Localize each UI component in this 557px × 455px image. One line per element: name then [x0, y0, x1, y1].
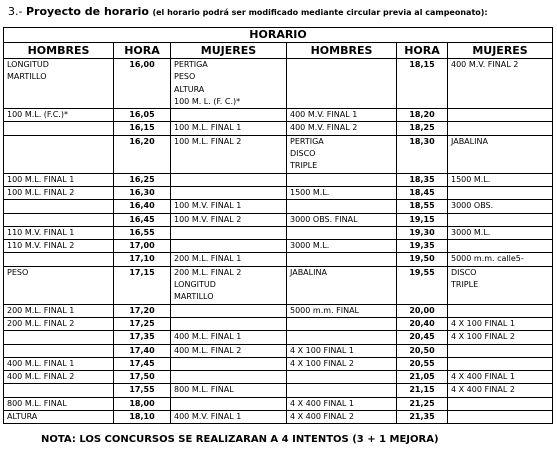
table-row	[4, 122, 553, 135]
time-cell: 16,40	[114, 200, 171, 213]
men-event-cell: 200 M.L. FINAL 2	[4, 317, 114, 330]
table-row	[4, 371, 553, 384]
men-event-cell	[4, 344, 114, 357]
men-event-cell: 4 X 100 FINAL 2	[287, 357, 397, 370]
time-cell: 20,55	[397, 357, 448, 370]
time-cell: 16,05	[114, 109, 171, 122]
time-cell: 17,45	[114, 357, 171, 370]
men-event-cell: 5000 m.m. FINAL	[287, 304, 397, 317]
women-event-cell: JABALINA	[448, 135, 553, 173]
men-event-cell: 200 M.L. FINAL 1	[4, 304, 114, 317]
women-event-cell: DISCO TRIPLE	[448, 266, 553, 304]
women-event-cell	[171, 226, 287, 239]
men-event-cell: 4 X 100 FINAL 1	[287, 344, 397, 357]
footer-note: NOTA: LOS CONCURSOS SE REALIZARAN A 4 INTENTOS (3 + 1 MEJORA)	[41, 434, 439, 445]
table-row	[4, 59, 553, 109]
men-event-cell: 400 M.L. FINAL 2	[4, 371, 114, 384]
table-row	[4, 384, 553, 397]
women-event-cell: PERTIGA PESO ALTURA 100 M. L. (F. C.)*	[171, 59, 287, 109]
time-cell: 20,45	[397, 331, 448, 344]
women-event-cell: 400 M.V. FINAL 1	[171, 411, 287, 424]
men-event-cell	[4, 122, 114, 135]
time-cell: 19,55	[397, 266, 448, 304]
time-cell: 16,00	[114, 59, 171, 109]
men-event-cell	[4, 331, 114, 344]
women-event-cell: 200 M.L. FINAL 2 LONGITUD MARTILLO	[171, 266, 287, 304]
men-event-cell	[287, 253, 397, 266]
time-cell: 16,25	[114, 173, 171, 186]
men-event-cell: 3000 M.L.	[287, 240, 397, 253]
women-event-cell	[171, 173, 287, 186]
men-event-cell: 110 M.V. FINAL 2	[4, 240, 114, 253]
table-row	[4, 397, 553, 410]
time-cell: 18,30	[397, 135, 448, 173]
women-event-cell	[448, 240, 553, 253]
time-cell: 17,00	[114, 240, 171, 253]
women-event-cell	[171, 240, 287, 253]
women-event-cell: 4 X 400 FINAL 2	[448, 384, 553, 397]
time-cell: 18,10	[114, 411, 171, 424]
table-caption: HORARIO	[4, 28, 553, 43]
women-event-cell	[448, 357, 553, 370]
women-event-cell: 4 X 400 FINAL 1	[448, 371, 553, 384]
column-header: MUJERES	[448, 43, 553, 59]
time-cell: 18,15	[397, 59, 448, 109]
women-event-cell	[171, 371, 287, 384]
men-event-cell: PESO	[4, 266, 114, 304]
men-event-cell: 400 M.L. FINAL 1	[4, 357, 114, 370]
men-event-cell: 1500 M.L.	[287, 186, 397, 199]
time-cell: 19,15	[397, 213, 448, 226]
women-event-cell	[171, 186, 287, 199]
time-cell: 19,30	[397, 226, 448, 239]
men-event-cell	[287, 226, 397, 239]
table-row	[4, 109, 553, 122]
time-cell: 18,35	[397, 173, 448, 186]
men-event-cell: PERTIGA DISCO TRIPLE	[287, 135, 397, 173]
table-row	[4, 411, 553, 424]
time-cell: 17,50	[114, 371, 171, 384]
women-event-cell: 100 M.V. FINAL 1	[171, 200, 287, 213]
time-cell: 19,50	[397, 253, 448, 266]
men-event-cell	[287, 200, 397, 213]
table-row	[4, 304, 553, 317]
table-row	[4, 331, 553, 344]
men-event-cell: ALTURA	[4, 411, 114, 424]
time-cell: 16,20	[114, 135, 171, 173]
men-event-cell	[4, 135, 114, 173]
time-cell: 17,10	[114, 253, 171, 266]
time-cell: 17,55	[114, 384, 171, 397]
time-cell: 20,40	[397, 317, 448, 330]
men-event-cell	[287, 173, 397, 186]
time-cell: 17,20	[114, 304, 171, 317]
women-event-cell	[448, 304, 553, 317]
time-cell: 17,15	[114, 266, 171, 304]
women-event-cell	[448, 213, 553, 226]
women-event-cell: 3000 OBS.	[448, 200, 553, 213]
time-cell: 16,30	[114, 186, 171, 199]
schedule-table	[3, 27, 553, 424]
time-cell: 21,25	[397, 397, 448, 410]
table-row	[4, 200, 553, 213]
women-event-cell: 5000 m.m. calle5-	[448, 253, 553, 266]
time-cell: 17,25	[114, 317, 171, 330]
men-event-cell: LONGITUD MARTILLO	[4, 59, 114, 109]
men-event-cell	[287, 59, 397, 109]
section-heading	[8, 5, 488, 18]
men-event-cell	[4, 384, 114, 397]
men-event-cell	[4, 213, 114, 226]
time-cell: 17,35	[114, 331, 171, 344]
women-event-cell: 400 M.L. FINAL 2	[171, 344, 287, 357]
column-header: HOMBRES	[287, 43, 397, 59]
women-event-cell: 100 M.V. FINAL 2	[171, 213, 287, 226]
time-cell: 19,35	[397, 240, 448, 253]
table-row	[4, 344, 553, 357]
men-event-cell: 800 M.L. FINAL	[4, 397, 114, 410]
women-event-cell: 800 M.L. FINAL	[171, 384, 287, 397]
section-title: Proyecto de horario	[25, 5, 149, 18]
table-row	[4, 266, 553, 304]
women-event-cell	[171, 397, 287, 410]
men-event-cell	[4, 253, 114, 266]
section-subtitle: (el horario podrá ser modificado mediante circular previa al campeonato):	[152, 8, 488, 17]
time-cell: 18,20	[397, 109, 448, 122]
time-cell: 16,55	[114, 226, 171, 239]
women-event-cell	[448, 109, 553, 122]
men-event-cell	[287, 317, 397, 330]
men-event-cell: 4 X 400 FINAL 2	[287, 411, 397, 424]
women-event-cell	[448, 411, 553, 424]
time-cell: 16,45	[114, 213, 171, 226]
time-cell: 21,15	[397, 384, 448, 397]
time-cell: 20,50	[397, 344, 448, 357]
table-row	[4, 226, 553, 239]
time-cell: 18,45	[397, 186, 448, 199]
women-event-cell: 100 M.L. FINAL 1	[171, 122, 287, 135]
men-event-cell: 3000 OBS. FINAL	[287, 213, 397, 226]
men-event-cell	[287, 331, 397, 344]
men-event-cell: 4 X 400 FINAL 1	[287, 397, 397, 410]
table-row	[4, 213, 553, 226]
women-event-cell: 3000 M.L.	[448, 226, 553, 239]
men-event-cell: 100 M.L. (F.C.)*	[4, 109, 114, 122]
women-event-cell: 4 X 100 FINAL 2	[448, 331, 553, 344]
men-event-cell	[287, 371, 397, 384]
column-header: MUJERES	[171, 43, 287, 59]
women-event-cell	[448, 397, 553, 410]
table-row	[4, 240, 553, 253]
men-event-cell: 100 M.L. FINAL 2	[4, 186, 114, 199]
women-event-cell	[448, 186, 553, 199]
men-event-cell: 100 M.L. FINAL 1	[4, 173, 114, 186]
table-row	[4, 135, 553, 173]
women-event-cell: 400 M.L. FINAL 1	[171, 331, 287, 344]
men-event-cell: 400 M.V. FINAL 2	[287, 122, 397, 135]
women-event-cell	[171, 109, 287, 122]
time-cell: 21,35	[397, 411, 448, 424]
time-cell: 18,00	[114, 397, 171, 410]
women-event-cell: 400 M.V. FINAL 2	[448, 59, 553, 109]
women-event-cell	[171, 357, 287, 370]
table-row	[4, 173, 553, 186]
women-event-cell	[448, 344, 553, 357]
time-cell: 18,25	[397, 122, 448, 135]
men-event-cell	[4, 200, 114, 213]
women-event-cell	[171, 304, 287, 317]
women-event-cell: 4 X 100 FINAL 1	[448, 317, 553, 330]
column-header: HOMBRES	[4, 43, 114, 59]
men-event-cell	[287, 384, 397, 397]
schedule-body	[4, 59, 553, 424]
women-event-cell	[448, 122, 553, 135]
men-event-cell: JABALINA	[287, 266, 397, 304]
women-event-cell: 200 M.L. FINAL 1	[171, 253, 287, 266]
time-cell: 21,05	[397, 371, 448, 384]
women-event-cell: 1500 M.L.	[448, 173, 553, 186]
time-cell: 18,55	[397, 200, 448, 213]
men-event-cell: 110 M.V. FINAL 1	[4, 226, 114, 239]
column-header: HORA	[114, 43, 171, 59]
table-row	[4, 253, 553, 266]
table-row	[4, 357, 553, 370]
men-event-cell: 400 M.V. FINAL 1	[287, 109, 397, 122]
time-cell: 16,15	[114, 122, 171, 135]
section-number: 3.-	[8, 5, 23, 18]
column-header: HORA	[397, 43, 448, 59]
women-event-cell: 100 M.L. FINAL 2	[171, 135, 287, 173]
women-event-cell	[171, 317, 287, 330]
time-cell: 20,00	[397, 304, 448, 317]
time-cell: 17,40	[114, 344, 171, 357]
table-row	[4, 186, 553, 199]
table-row	[4, 317, 553, 330]
